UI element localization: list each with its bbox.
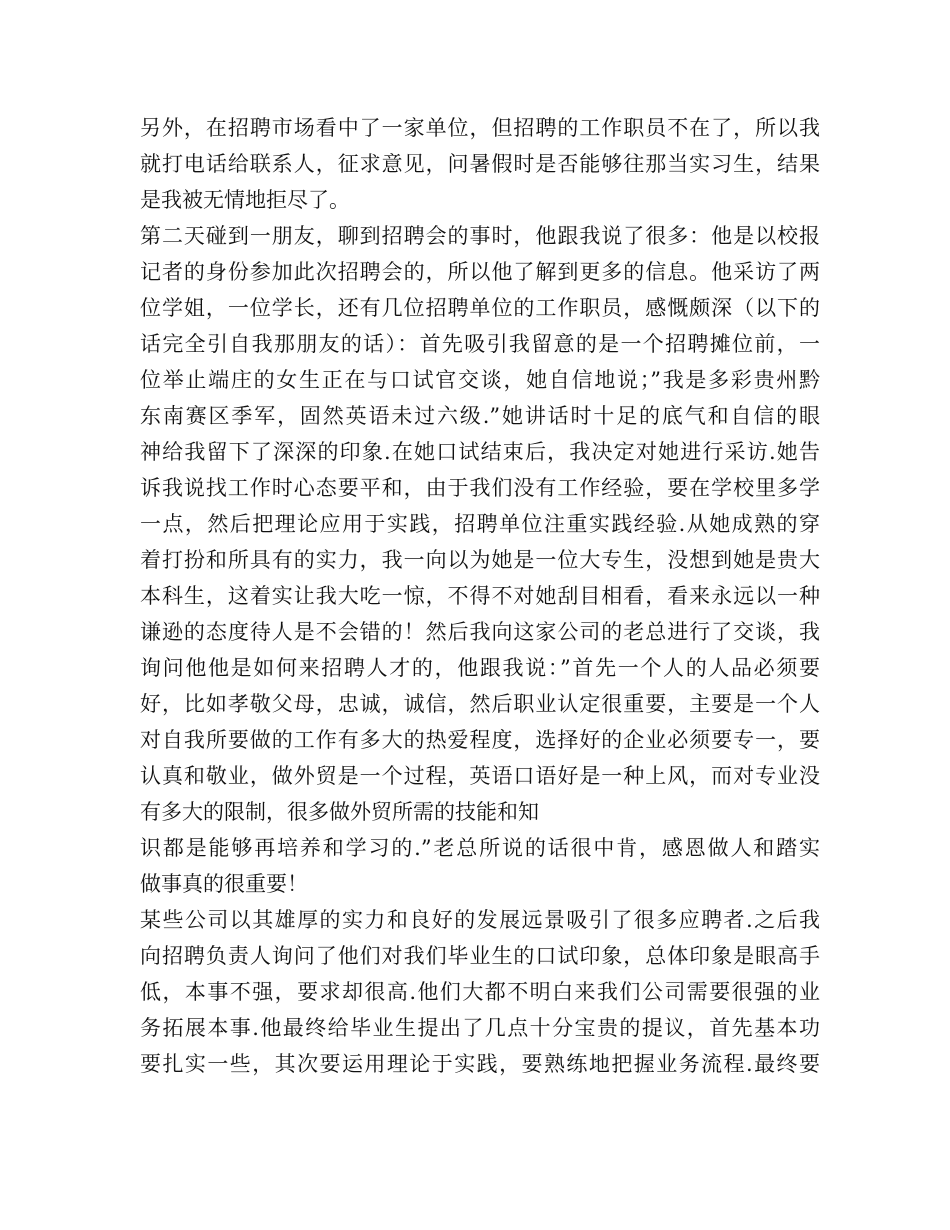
text-line: 是我被无情地拒尽了。 <box>140 188 350 212</box>
text-line: 诉我说找工作时心态要平和，由于我们没有工作经验，要在学校里多学 <box>140 476 820 500</box>
text-line: 要扎实一些，其次要运用理论于实践，要熟练地把握业务流程.最终要 <box>140 1052 820 1076</box>
text-line: 对自我所要做的工作有多大的热爱程度，选择好的企业必须要专一，要 <box>140 728 820 752</box>
text-line: 神给我留下了深深的印象.在她口试结束后，我决定对她进行采访.她告 <box>140 440 820 464</box>
text-line: 有多大的限制，很多做外贸所需的技能和知 <box>140 800 539 824</box>
text-line: 询问他他是如何来招聘人才的，他跟我说：”首先一个人的人品必须要 <box>140 656 820 680</box>
text-line: 向招聘负责人询问了他们对我们毕业生的口试印象，总体印象是眼高手 <box>140 944 820 968</box>
text-line: 话完全引自我那朋友的话）：首先吸引我留意的是一个招聘摊位前，一 <box>140 332 820 356</box>
text-line: 就打电话给联系人，征求意见，问暑假时是否能够往那当实习生，结果 <box>140 152 820 176</box>
text-line: 一点，然后把理论应用于实践，招聘单位注重实践经验.从她成熟的穿 <box>140 512 820 536</box>
text-line: 第二天碰到一朋友，聊到招聘会的事时，他跟我说了很多：他是以校报 <box>140 224 820 248</box>
text-line: 本科生，这着实让我大吃一惊，不得不对她刮目相看，看来永远以一种 <box>140 584 820 608</box>
text-line: 某些公司以其雄厚的实力和良好的发展远景吸引了很多应聘者.之后我 <box>140 908 820 932</box>
text-line: 着打扮和所具有的实力，我一向以为她是一位大专生，没想到她是贵大 <box>140 548 820 572</box>
text-line: 务拓展本事.他最终给毕业生提出了几点十分宝贵的提议，首先基本功 <box>140 1016 820 1040</box>
text-line: 做事真的很重要！ <box>140 872 308 896</box>
text-line: 位学姐，一位学长，还有几位招聘单位的工作职员，感慨颇深（以下的 <box>140 296 820 320</box>
text-line: 好，比如孝敬父母，忠诚，诚信，然后职业认定很重要，主要是一个人 <box>140 692 820 716</box>
text-line: 位举止端庄的女生正在与口试官交谈，她自信地说；”我是多彩贵州黔 <box>140 368 820 392</box>
text-line: 谦逊的态度待人是不会错的！然后我向这家公司的老总进行了交谈，我 <box>140 620 820 644</box>
text-line: 另外，在招聘市场看中了一家单位，但招聘的工作职员不在了，所以我 <box>140 116 820 140</box>
text-line: 东南赛区季军，固然英语未过六级.”她讲话时十足的底气和自信的眼 <box>140 404 820 428</box>
text-line: 记者的身份参加此次招聘会的，所以他了解到更多的信息。他采访了两 <box>140 260 820 284</box>
text-line: 低，本事不强，要求却很高.他们大都不明白来我们公司需要很强的业 <box>140 980 820 1004</box>
document-body <box>140 110 820 1082</box>
text-line: 认真和敬业，做外贸是一个过程，英语口语好是一种上风，而对专业没 <box>140 764 820 788</box>
text-line: 识都是能够再培养和学习的.”老总所说的话很中肯，感恩做人和踏实 <box>140 836 820 860</box>
